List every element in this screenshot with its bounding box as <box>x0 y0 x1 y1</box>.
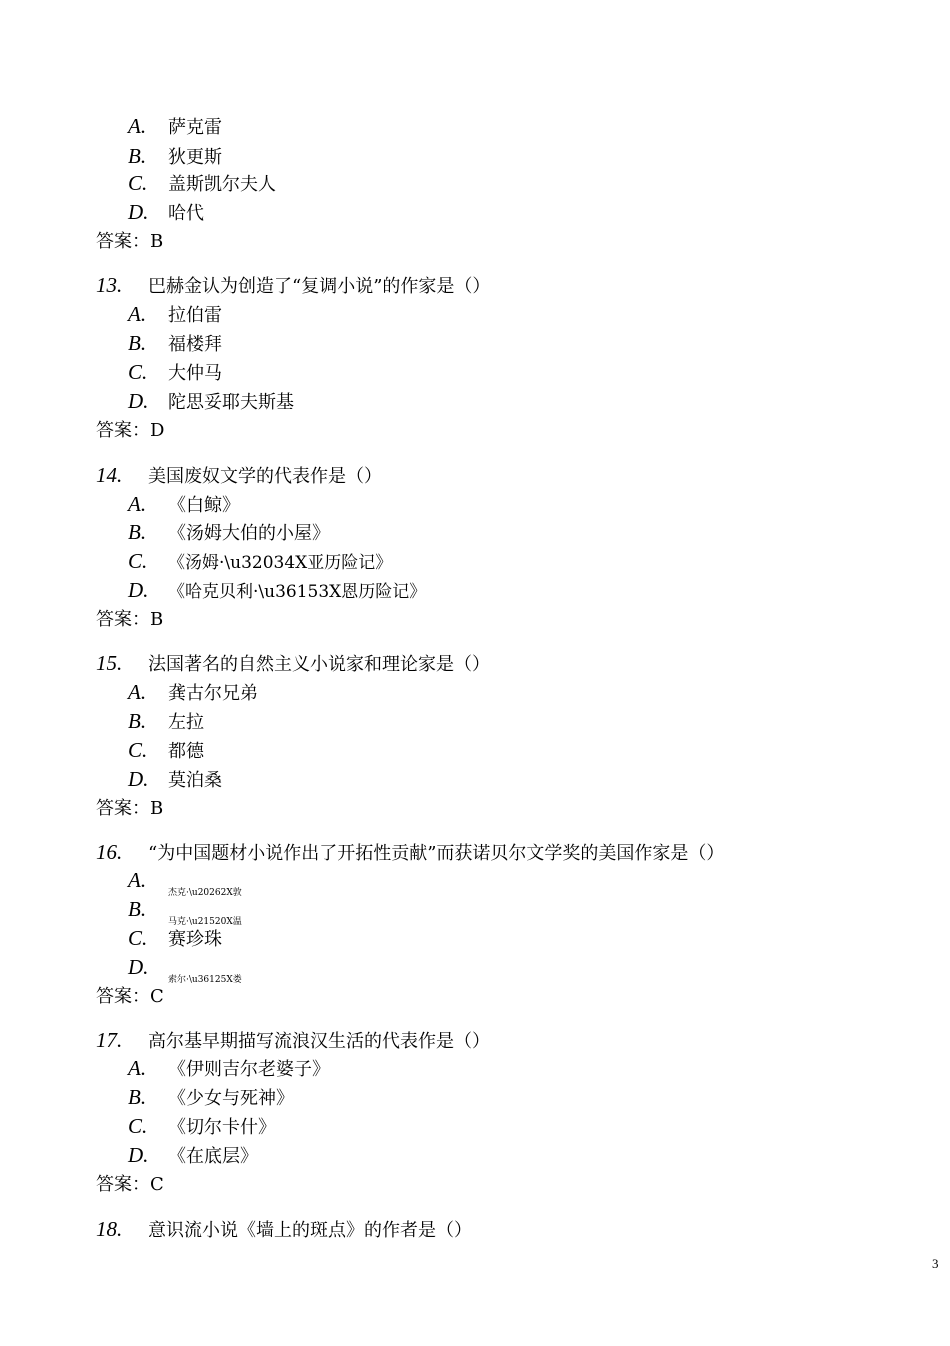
option-letter: D. <box>128 389 149 413</box>
question-number: 17. <box>96 1028 123 1052</box>
option-text: 哈代 <box>168 203 204 224</box>
option-text: 《在底层》 <box>168 1146 258 1167</box>
answer-line: 答案：B <box>96 798 164 819</box>
option-letter: D. <box>128 955 149 979</box>
question-text: “为中国题材小说作出了开拓性贡献”而获诺贝尔文学奖的美国作家是（） <box>148 843 725 864</box>
option-text: 萨克雷 <box>168 117 222 138</box>
option-letter: B. <box>128 897 147 921</box>
question-number: 16. <box>96 840 123 864</box>
question-number: 18. <box>96 1217 123 1241</box>
option-text: 莫泊桑 <box>168 770 222 791</box>
option-letter: D. <box>128 200 149 224</box>
option-letter: A. <box>128 868 147 892</box>
option-letter: C. <box>128 549 148 573</box>
question-number: 14. <box>96 463 123 487</box>
option-text: 《白鲸》 <box>168 495 240 516</box>
option-letter: A. <box>128 302 147 326</box>
option-text: 《少女与死神》 <box>168 1088 294 1109</box>
option-letter: A. <box>128 1056 147 1080</box>
answer-line: 答案：B <box>96 231 164 252</box>
answer-line: 答案：C <box>96 1174 164 1195</box>
option-letter: C. <box>128 738 148 762</box>
question-number: 15. <box>96 651 123 675</box>
option-letter: B. <box>128 144 147 168</box>
option-letter: C. <box>128 171 148 195</box>
option-text: 大仲马 <box>168 363 222 384</box>
option-text: 索尔·\u36125X娄 <box>168 975 242 985</box>
question-text: 意识流小说《墙上的斑点》的作者是（） <box>148 1220 472 1241</box>
page-number: 3 <box>932 1256 939 1271</box>
answer-line: 答案：D <box>96 420 165 441</box>
option-letter: B. <box>128 331 147 355</box>
option-letter: C. <box>128 360 148 384</box>
option-letter: C. <box>128 926 148 950</box>
option-letter: A. <box>128 492 147 516</box>
option-text: 《切尔卡什》 <box>168 1117 276 1138</box>
option-text: 左拉 <box>168 712 204 733</box>
question-number: 13. <box>96 273 123 297</box>
option-text: 都德 <box>168 741 204 762</box>
option-text: 《汤姆·\u32034X亚历险记》 <box>168 553 393 573</box>
question-text: 美国废奴文学的代表作是（） <box>148 466 382 487</box>
option-text: 马克·\u21520X温 <box>168 917 242 927</box>
option-text: 《汤姆大伯的小屋》 <box>168 523 330 544</box>
option-letter: C. <box>128 1114 148 1138</box>
question-text: 巴赫金认为创造了“复调小说”的作家是（） <box>148 276 491 297</box>
option-letter: B. <box>128 709 147 733</box>
option-text: 《哈克贝利·\u36153X恩历险记》 <box>168 582 427 602</box>
option-text: 拉伯雷 <box>168 305 222 326</box>
question-text: 法国著名的自然主义小说家和理论家是（） <box>148 654 490 675</box>
option-letter: B. <box>128 520 147 544</box>
answer-line: 答案：B <box>96 609 164 630</box>
option-text: 杰克·\u20262X敦 <box>168 888 242 898</box>
option-letter: A. <box>128 680 147 704</box>
option-text: 赛珍珠 <box>168 929 222 950</box>
option-text: 陀思妥耶夫斯基 <box>168 392 294 413</box>
answer-line: 答案：C <box>96 986 164 1007</box>
question-text: 高尔基早期描写流浪汉生活的代表作是（） <box>148 1031 490 1052</box>
option-letter: D. <box>128 1143 149 1167</box>
option-text: 狄更斯 <box>168 147 222 168</box>
option-letter: D. <box>128 578 149 602</box>
option-text: 《伊则吉尔老婆子》 <box>168 1059 330 1080</box>
option-letter: A. <box>128 114 147 138</box>
option-text: 盖斯凯尔夫人 <box>168 174 276 195</box>
option-text: 龚古尔兄弟 <box>168 683 258 704</box>
option-letter: B. <box>128 1085 147 1109</box>
option-letter: D. <box>128 767 149 791</box>
option-text: 福楼拜 <box>168 334 222 355</box>
